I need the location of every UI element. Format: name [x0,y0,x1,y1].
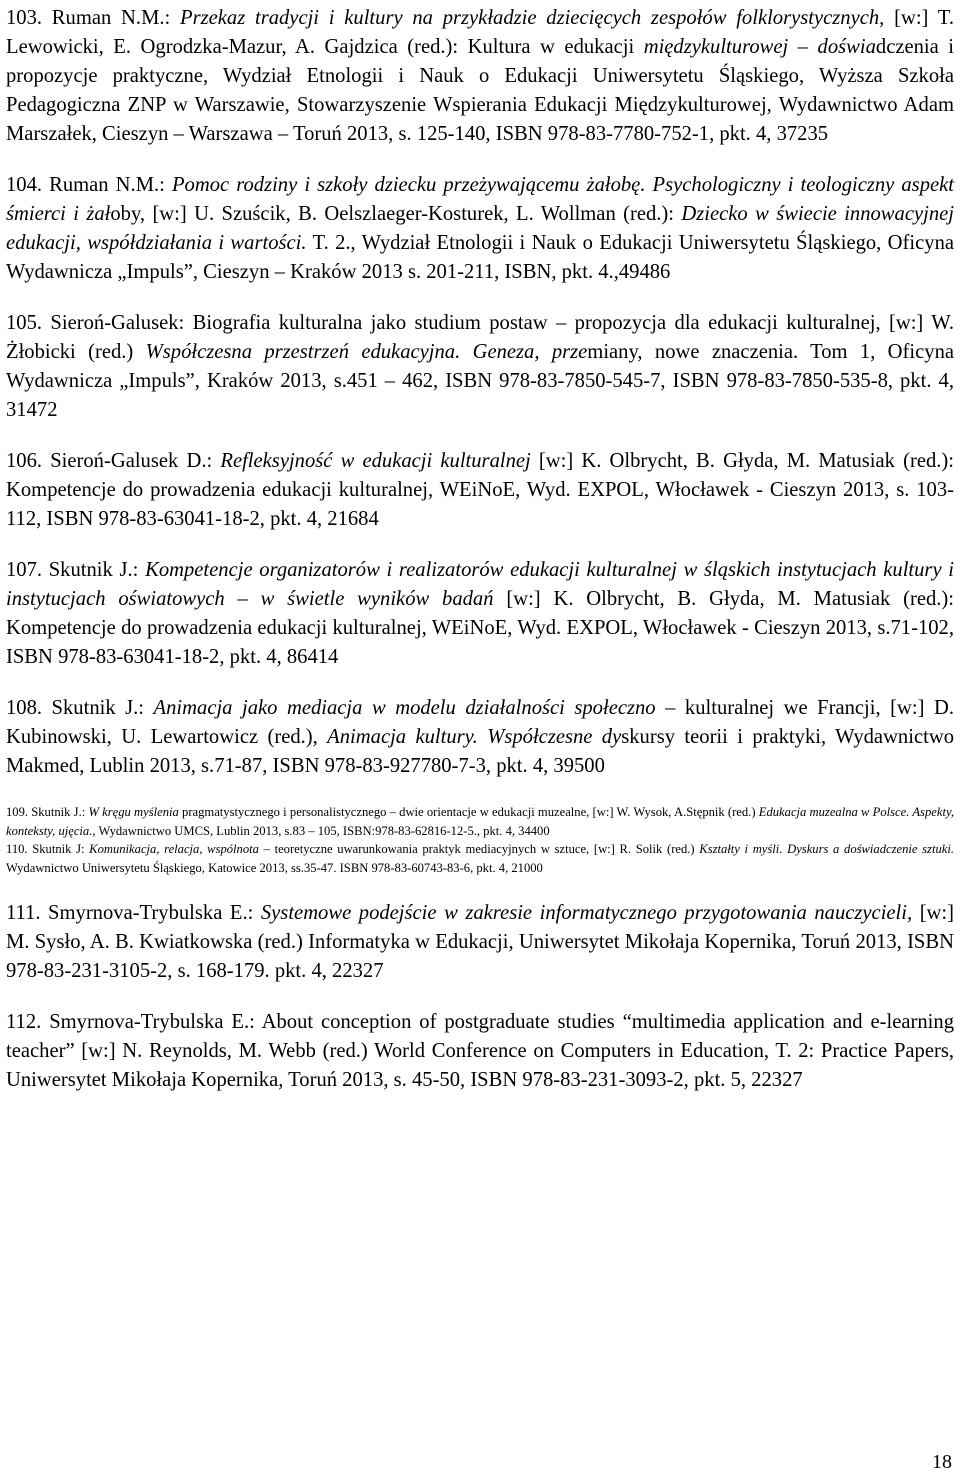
entry-text: 105. Sieroń-Galusek: Biografia kulturalna jako studium postaw – propozycja dla edukacji kulturalnej, [w:] W. Żłobicki (red.) [6,312,954,363]
entry-title-italic: Kształty i myśli. Dyskurs a doświadczenie sztuki. [699,842,954,856]
entry-title-italic: międzykulturowej – doświa [643,36,876,58]
entry-title-italic: Animacja kultury. Współczesne dy [327,726,622,748]
entry-text: , Wydawnictwo UMCS, Lublin 2013, s.83 – 105, ISBN:978-83-62816-12-5., pkt. 4, 34400 [92,823,550,838]
entry-text: Wydawnictwo Uniwersytetu Śląskiego, Katowice 2013, ss.35-47. ISBN 978-83-60743-83-6, pkt. 4, 21000 [6,860,543,875]
entry-title-italic: Współczesna przestrzeń edukacyjna. Geneza, prze [145,341,588,363]
entry-title-italic: Kompetencje organizatorów i realizatorów edukacji kulturalnej w śląskich instytucjach kultury i instytucjach oświatowych – w świetle wyników badań [6,559,954,610]
entry-text: – kulturalnej we Francji, [w:] D. Kubinowski, U. Lewartowicz (red.), [6,697,955,748]
bibliography-entry-103 [6,4,954,149]
entry-title-italic: Animacja jako mediacja w modelu działalności społeczno [153,697,656,719]
bibliography-entry-106 [6,447,954,534]
entry-text: T. 2., Wydział Etnologii i Nauk o Edukacji Uniwersytetu Śląskiego, Oficyna Wydawnicza „Impuls”, Cieszyn – Kraków 2013 s. 201-211, ISBN, pkt. 4.,49486 [6,232,955,283]
entry-text: [w:] T. Lewowicki, E. Ogrodzka-Mazur, A. Gajdzica (red.): Kultura w edukacji [6,7,954,58]
entry-title-italic: Edukacja muzealna w Polsce. Aspekty, konteksty, ujęcia. [6,805,954,838]
entry-title-italic: Systemowe podejście w zakresie informatycznego przygotowania nauczycieli, [260,902,913,924]
entry-text: 111. Smyrnova-Trybulska E.: [6,902,261,924]
entry-title-italic: Pomoc rodziny i szkoły dziecku przeżywającemu żałobę. Psychologiczny i teologiczny aspekt śmierci i żał [6,174,954,225]
entry-text: 108. Skutnik J.: [6,697,154,719]
entry-text: 109. Skutnik J.: [6,805,89,819]
entry-text: [w:] K. Olbrycht, B. Głyda, M. Matusiak (red.): Kompetencje do prowadzenia edukacji kulturalnej, WEiNoE, Wyd. EXPOL, Włocławek - Cieszyn 2013, s.71-102, ISBN 978-83-63041-18-2, pkt. 4, 86414 [6,588,954,668]
entry-text: [w:] M. Sysło, A. B. Kwiatkowska (red.) Informatyka w Edukacji, Uniwersytet Mikołaja Kopernika, Toruń 2013, ISBN 978-83-231-3105-2, s. 168-179. pkt. 4, 22327 [6,902,955,982]
entry-text: – teoretyczne uwarunkowania praktyk mediacyjnych w sztuce, [w:] R. Solik (red.) [258,842,700,856]
bibliography-list [6,4,954,1095]
entry-text: 107. Skutnik J.: [6,559,146,581]
page-number: 18 [932,1451,952,1473]
entry-text: 110. Skutnik J: [6,842,90,856]
entry-title-italic: Przekaz tradycji i kultury na przykładzie dziecięcych zespołów folklorystycznych, [180,7,885,29]
bibliography-entry-110 [6,840,954,877]
bibliography-entry-105 [6,309,954,425]
bibliography-entry-109 [6,803,954,840]
entry-text: 103. Ruman N.M.: [6,7,181,29]
entry-text: pragmatystycznego i personalistycznego – dwie orientacje w edukacji muzealne, [w:] W. Wysok, A.Stępnik (red.) [178,805,759,819]
bibliography-entry-104 [6,171,954,287]
entry-title-italic: Dziecko w świecie innowacyjnej edukacji, współdziałania i wartości. [6,203,954,254]
entry-text: 112. Smyrnova-Trybulska E.: About conception of postgraduate studies “multimedia application and e-learning teacher” [w:] N. Reynolds, M. Webb (red.) World Conference on Computers in Education, T. 2: Practice Papers, Uniwersytet Mikołaja Kopernika, Toruń 2013, s. 45-50, ISBN 978-83-231-3093-2, pkt. 5, 22327 [6,1011,954,1091]
bibliography-entry-112 [6,1008,954,1095]
bibliography-entry-107 [6,556,954,672]
entry-text: miany, nowe znaczenia. Tom 1, Oficyna Wydawnicza „Impuls”, Kraków 2013, s.451 – 462, ISBN 978-83-7850-545-7, ISBN 978-83-7850-535-8, pkt. 4, 31472 [6,341,955,421]
entry-text: skursy teorii i praktyki, Wydawnictwo Makmed, Lublin 2013, s.71-87, ISBN 978-83-927780-7-3, pkt. 4, 39500 [6,726,954,777]
entry-title-italic: Komunikacja, relacja, wspólnota [89,842,259,856]
entry-text: oby, [w:] U. Szuścik, B. Oelszlaeger-Kosturek, L. Wollman (red.): [110,203,682,225]
entry-title-italic: Refleksyjność w edukacji kulturalnej [220,450,531,472]
entry-text: dczenia i propozycje praktyczne, Wydział Etnologii i Nauk o Edukacji Uniwersytetu Śląskiego, Wyższa Szkoła Pedagogiczna ZNP w Warszawie, Stowarzyszenie Wspierania Edukacji Międzykulturowej, Wydawnictwo Adam Marszałek, Cieszyn – Warszawa – Toruń 2013, s. 125-140, ISBN 978-83-7780-752-1, pkt. 4, 37235 [6,36,954,145]
entry-text: [w:] K. Olbrycht, B. Głyda, M. Matusiak (red.): Kompetencje do prowadzenia edukacji kulturalnej, WEiNoE, Wyd. EXPOL, Włocławek - Cieszyn 2013, s. 103-112, ISBN 978-83-63041-18-2, pkt. 4, 21684 [6,450,955,530]
bibliography-page [6,4,954,1117]
bibliography-entry-108 [6,694,954,781]
entry-text: 104. Ruman N.M.: [6,174,172,196]
entry-text: 106. Sieroń-Galusek D.: [6,450,221,472]
entry-title-italic: W kręgu myślenia [88,805,179,819]
bibliography-entry-111 [6,899,954,986]
